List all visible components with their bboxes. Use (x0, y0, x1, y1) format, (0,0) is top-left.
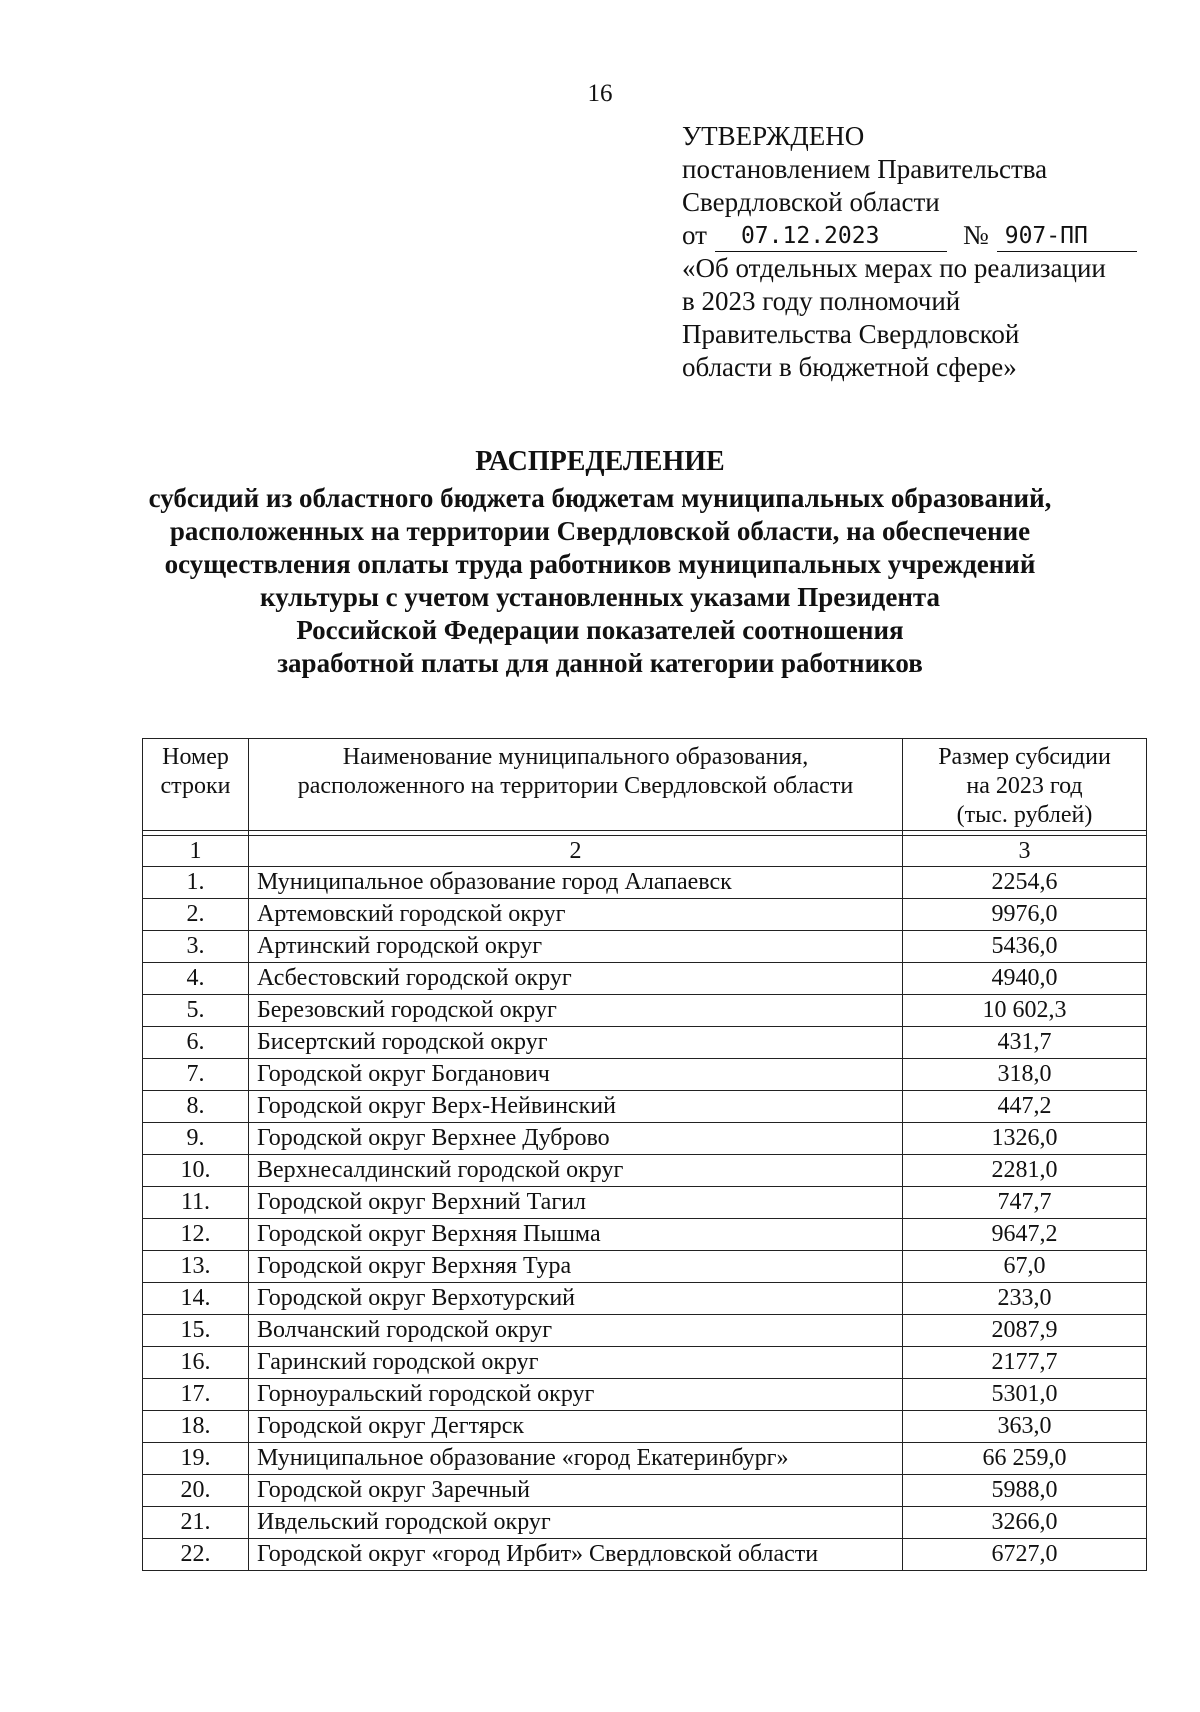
table-row (143, 1379, 1147, 1411)
municipality-name: Волчанский городской округ (249, 1315, 903, 1347)
number-prefix: № (962, 220, 989, 250)
row-number: 12. (143, 1219, 249, 1251)
municipality-name: Бисертский городской округ (249, 1027, 903, 1059)
subsidy-amount: 2281,0 (903, 1155, 1147, 1187)
title-line: заработной платы для данной категории работников (277, 648, 923, 678)
subsidy-amount: 2177,7 (903, 1347, 1147, 1379)
title-line: расположенных на территории Свердловской области, на обеспечение (169, 516, 1031, 546)
municipality-name: Городской округ Дегтярск (249, 1411, 903, 1443)
title-line: культуры с учетом установленных указами Президента (260, 582, 940, 612)
municipality-name: Городской округ Верхотурский (249, 1283, 903, 1315)
page-number: 16 (587, 80, 613, 107)
table-row (143, 1283, 1147, 1315)
municipality-name: Ивдельский городской округ (249, 1507, 903, 1539)
municipality-name: Муниципальное образование «город Екатеринбург» (249, 1443, 903, 1475)
header-text: на 2023 год (966, 773, 1083, 799)
row-number: 2. (143, 899, 249, 931)
title-line: Российской Федерации показателей соотношения (296, 615, 904, 645)
approval-quote-line: «Об отдельных мерах по реализации (682, 253, 1106, 283)
municipality-name: Березовский городской округ (249, 995, 903, 1027)
row-number: 9. (143, 1123, 249, 1155)
municipality-name: Верхнесалдинский городской округ (249, 1155, 903, 1187)
subsidy-amount: 9976,0 (903, 899, 1147, 931)
subsidy-amount: 318,0 (903, 1059, 1147, 1091)
row-number: 15. (143, 1315, 249, 1347)
municipality-name: Городской округ Верхняя Пышма (249, 1219, 903, 1251)
row-number: 22. (143, 1539, 249, 1571)
header-text: расположенного на территории Свердловской области (297, 773, 854, 799)
table-row (143, 1475, 1147, 1507)
approval-quote-line: Правительства Свердловской (682, 319, 1020, 349)
column-number: 1 (143, 836, 249, 867)
row-number: 4. (143, 963, 249, 995)
subsidy-amount: 363,0 (903, 1411, 1147, 1443)
subsidy-amount: 66 259,0 (903, 1443, 1147, 1475)
table-row (143, 867, 1147, 899)
approval-quote-line: в 2023 году полномочий (682, 286, 961, 316)
row-number: 14. (143, 1283, 249, 1315)
subsidy-amount: 6727,0 (903, 1539, 1147, 1571)
table-row (143, 1123, 1147, 1155)
row-number: 21. (143, 1507, 249, 1539)
subsidy-amount: 5301,0 (903, 1379, 1147, 1411)
subsidy-amount: 747,7 (903, 1187, 1147, 1219)
header-text: (тыс. рублей) (956, 802, 1093, 828)
table-row (143, 1059, 1147, 1091)
column-number-row (143, 836, 1147, 867)
date-prefix: от (682, 220, 707, 250)
municipality-name: Городской округ Заречный (249, 1475, 903, 1507)
table-row (143, 1187, 1147, 1219)
municipality-name: Городской округ Верх-Нейвинский (249, 1091, 903, 1123)
approval-stamp: УТВЕРЖДЕНО (682, 121, 865, 151)
municipality-name: Городской округ Верхнее Дуброво (249, 1123, 903, 1155)
row-number: 19. (143, 1443, 249, 1475)
subsidy-amount: 9647,2 (903, 1219, 1147, 1251)
subsidy-distribution-table (142, 738, 1147, 1571)
table-row (143, 963, 1147, 995)
approval-quote-line: области в бюджетной сфере» (682, 352, 1017, 382)
approval-date-line (682, 219, 1152, 252)
column-number: 2 (249, 836, 903, 867)
table-row (143, 899, 1147, 931)
title-heading: РАСПРЕДЕЛЕНИЕ (475, 446, 725, 477)
table-row (143, 995, 1147, 1027)
table-row (143, 1027, 1147, 1059)
table-row (143, 1411, 1147, 1443)
municipality-name: Артинский городской округ (249, 931, 903, 963)
row-number: 7. (143, 1059, 249, 1091)
municipality-name: Городской округ Верхний Тагил (249, 1187, 903, 1219)
header-municipality-name (249, 739, 903, 831)
subsidy-amount: 1326,0 (903, 1123, 1147, 1155)
subsidy-amount: 2087,9 (903, 1315, 1147, 1347)
row-number: 17. (143, 1379, 249, 1411)
title-line: осуществления оплаты труда работников муниципальных учреждений (164, 549, 1036, 579)
row-number: 20. (143, 1475, 249, 1507)
subsidy-amount: 447,2 (903, 1091, 1147, 1123)
table-body (143, 867, 1147, 1571)
row-number: 8. (143, 1091, 249, 1123)
municipality-name: Асбестовский городской округ (249, 963, 903, 995)
municipality-name: Городской округ Верхняя Тура (249, 1251, 903, 1283)
approval-block (682, 120, 1152, 384)
header-text: Размер субсидии (938, 744, 1111, 770)
subsidy-amount: 3266,0 (903, 1507, 1147, 1539)
column-number: 3 (903, 836, 1147, 867)
municipality-name: Муниципальное образование город Алапаевск (249, 867, 903, 899)
municipality-name: Городской округ Богданович (249, 1059, 903, 1091)
document-date: 07.12.2023 (715, 222, 947, 252)
row-number: 5. (143, 995, 249, 1027)
municipality-name: Гаринский городской округ (249, 1347, 903, 1379)
subsidy-amount: 67,0 (903, 1251, 1147, 1283)
table-row (143, 1219, 1147, 1251)
subsidy-amount: 4940,0 (903, 963, 1147, 995)
municipality-name: Горноуральский городской округ (249, 1379, 903, 1411)
document-number: 907-ПП (997, 222, 1137, 252)
header-text: строки (160, 773, 231, 799)
table-row (143, 1443, 1147, 1475)
row-number: 16. (143, 1347, 249, 1379)
header-row-number (143, 739, 249, 831)
table-row (143, 1091, 1147, 1123)
document-title (100, 445, 1100, 680)
subsidy-amount: 233,0 (903, 1283, 1147, 1315)
subsidy-amount: 5988,0 (903, 1475, 1147, 1507)
subsidy-amount: 10 602,3 (903, 995, 1147, 1027)
subsidy-amount: 2254,6 (903, 867, 1147, 899)
table-row (143, 1539, 1147, 1571)
table-row (143, 931, 1147, 963)
row-number: 6. (143, 1027, 249, 1059)
table-row (143, 1155, 1147, 1187)
row-number: 3. (143, 931, 249, 963)
subsidy-amount: 5436,0 (903, 931, 1147, 963)
table-row (143, 1507, 1147, 1539)
row-number: 10. (143, 1155, 249, 1187)
row-number: 1. (143, 867, 249, 899)
approval-line-resolution: постановлением Правительства (682, 154, 1048, 184)
row-number: 13. (143, 1251, 249, 1283)
title-line: субсидий из областного бюджета бюджетам муниципальных образований, (148, 483, 1052, 513)
municipality-name: Артемовский городской округ (249, 899, 903, 931)
approval-line-region: Свердловской области (682, 187, 940, 217)
municipality-name: Городской округ «город Ирбит» Свердловской области (249, 1539, 903, 1571)
table-row (143, 1315, 1147, 1347)
header-text: Номер (162, 744, 229, 770)
subsidy-amount: 431,7 (903, 1027, 1147, 1059)
header-text: Наименование муниципального образования, (342, 744, 809, 770)
table-row (143, 1251, 1147, 1283)
row-number: 18. (143, 1411, 249, 1443)
row-number: 11. (143, 1187, 249, 1219)
table-row (143, 1347, 1147, 1379)
header-subsidy-amount (903, 739, 1147, 831)
